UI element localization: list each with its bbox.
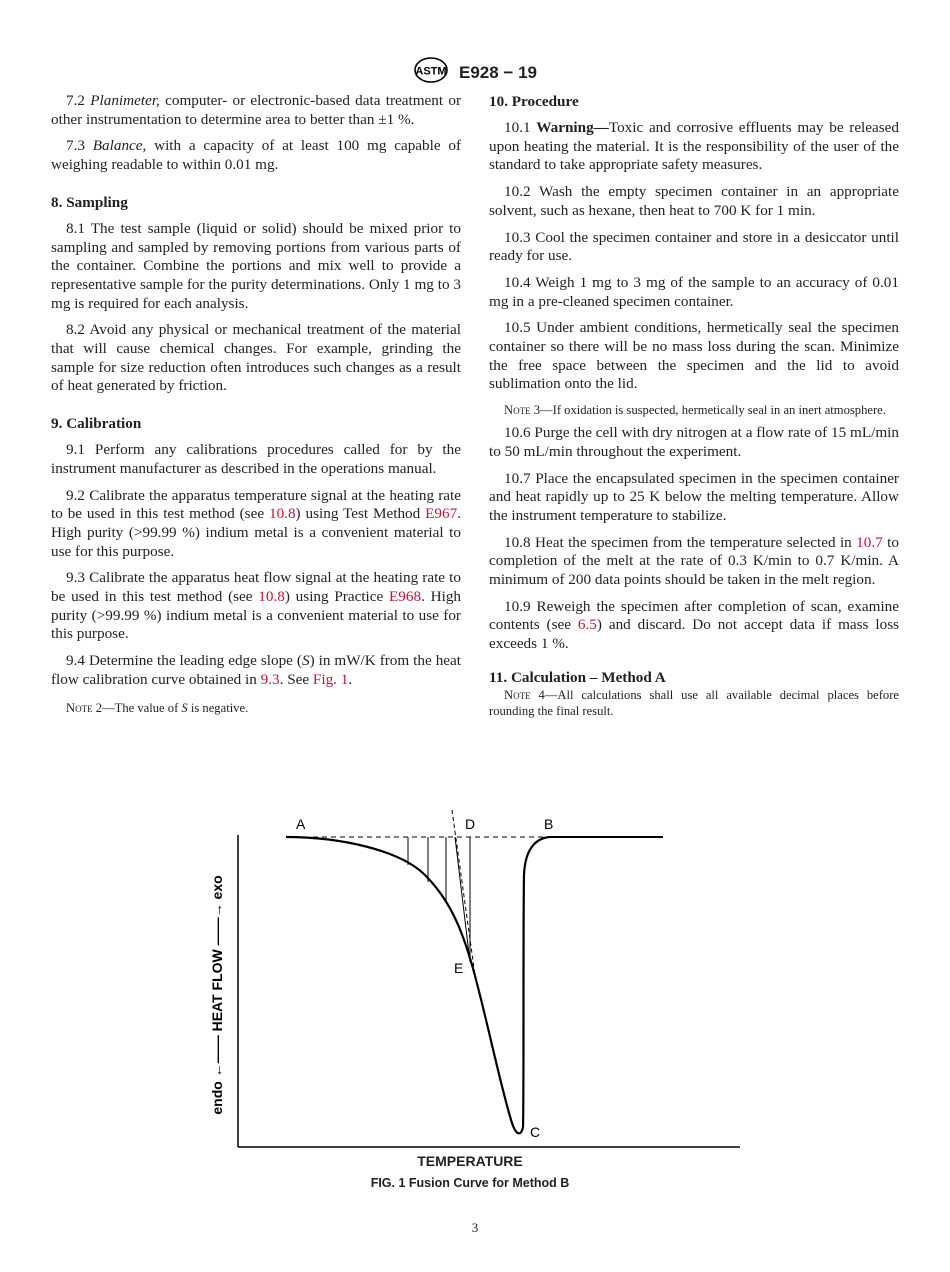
paragraph-10-2: 10.2 Wash the empty specimen container in an appropriate solvent, such as hexane, then heat to 700 K for 1 min. — [489, 183, 899, 219]
fusion-curve — [286, 837, 550, 1133]
link-10-8[interactable]: 10.8 — [268, 505, 296, 523]
figure-1 — [190, 805, 750, 1205]
link-6-5[interactable]: 6.5 — [577, 616, 597, 634]
section-11-heading: 11. Calculation – Method A — [489, 668, 666, 686]
paragraph-9-1: 9.1 Perform any calibrations procedures called for by the instrument manufacturer as described in the operations manual. — [51, 441, 461, 477]
document-code: E928 − 19 — [459, 62, 537, 82]
note-3: Note 3—If oxidation is suspected, hermetically seal in an inert atmosphere. — [504, 403, 886, 418]
paragraph-8-1: 8.1 The test sample (liquid or solid) should be mixed prior to sampling and sampled by removing portions from various parts of the container. Combine the portions and mix well to provide a representative sample for the purity determinations. Only 1 mg to 3 mg is required for each analysis. — [51, 219, 461, 312]
paragraph-8-2: 8.2 Avoid any physical or mechanical treatment of the material that will cause chemical changes. For example, grinding the sample for size reduction often introduces such changes as a result of heat generated by friction. — [51, 321, 461, 395]
leading-edge-tangent — [452, 810, 475, 975]
figure-caption: FIG. 1 Fusion Curve for Method B — [370, 1176, 570, 1190]
link-e968[interactable]: E968 — [389, 588, 422, 606]
y-axis-label: endo ←—— HEAT FLOW ——→ exo — [209, 875, 225, 1115]
point-a-label: A — [296, 816, 306, 832]
page-number: 3 — [471, 1220, 479, 1235]
paragraph-9-2: 9.2 Calibrate the apparatus temperature signal at the heating rate to be used in this test method (see 10.8) using Test Method E967. High purity (>99.99 %) indium metal is a convenient material to use for this purpose. — [51, 486, 461, 560]
point-d-label: D — [465, 816, 476, 832]
paragraph-10-8: 10.8 Heat the specimen from the temperature selected in 10.7 to completion of the melt at the rate of 0.3 K/min to 0.7 K/min. A minimum of 200 data points should be taken in the melt region. — [489, 533, 899, 589]
link-10-8[interactable]: 10.8 — [258, 588, 285, 606]
paragraph-9-3: 9.3 Calibrate the apparatus heat flow signal at the heating rate to be used in this test method (see 10.8) using Practice E968. High purity (>99.99 %) indium metal is a convenient material to use for this purpose. — [51, 569, 462, 643]
paragraph-10-5: 10.5 Under ambient conditions, hermetically seal the specimen container so there will be no mass loss during the scan. Minimize the free space between the specimen and the lid to avoid sublimation onto the lid. — [489, 319, 899, 393]
paragraph-10-9: 10.9 Reweigh the specimen after completion of scan, examine contents (see 6.5) and discard. Do not accept data if mass loss exceeds 1 %. — [489, 597, 900, 653]
point-b-label: B — [544, 816, 554, 832]
section-10-heading: 10. Procedure — [489, 93, 579, 110]
right-column — [489, 92, 899, 725]
fusion-curve-diagram — [190, 805, 750, 1150]
page-header — [0, 56, 950, 89]
section-9-heading: 9. Calibration — [51, 415, 142, 433]
svg-text:ASTM: ASTM — [415, 65, 447, 78]
paragraph-9-4: 9.4 Determine the leading edge slope (S) in mW/K from the heat flow calibration curve obtained in 9.3. See Fig. 1. — [51, 652, 462, 688]
note-4: Note 4—All calculations shall use all available decimal places before rounding the final result. — [489, 687, 899, 718]
link-fig-1[interactable]: Fig. 1 — [312, 670, 349, 688]
paragraph-10-1: 10.1 Warning—Toxic and corrosive effluents may be released upon heating the material. It is the responsibility of the user of the standard to take appropriate safety measures. — [489, 119, 900, 174]
link-9-3[interactable]: 9.3 — [260, 670, 280, 688]
paragraph-10-6: 10.6 Purge the cell with dry nitrogen at a flow rate of 15 mL/min to 50 mL/min throughout the experiment. — [489, 424, 899, 460]
slope-line — [455, 837, 470, 962]
note-2: Note 2—The value of S is negative. — [66, 700, 249, 715]
x-axis-label: TEMPERATURE — [417, 1153, 523, 1169]
astm-logo-icon — [413, 56, 449, 89]
link-e967[interactable]: E967 — [425, 505, 458, 523]
point-e-label: E — [454, 960, 464, 976]
paragraph-7-3: 7.3 Balance, with a capacity of at least 100 mg capable of weighing readable to within 0.01 mg. — [51, 137, 461, 174]
paragraph-10-7: 10.7 Place the encapsulated specimen in the specimen container and heat rapidly up to 25 K below the melting temperature. Allow the instrument temperature to stabilize. — [489, 469, 899, 524]
point-c-label: C — [530, 1124, 541, 1140]
paragraph-7-2: 7.2 Planimeter, computer- or electronic-based data treatment or other instrumentation to determine area to better than ±1 %. — [51, 92, 461, 128]
section-8-heading: 8. Sampling — [51, 193, 128, 211]
link-10-7[interactable]: 10.7 — [856, 533, 883, 551]
left-column — [51, 92, 461, 722]
paragraph-10-4: 10.4 Weigh 1 mg to 3 mg of the sample to an accuracy of 0.01 mg in a pre-cleaned specimen container. — [489, 273, 899, 310]
paragraph-10-3: 10.3 Cool the specimen container and store in a desiccator until ready for use. — [489, 228, 899, 265]
